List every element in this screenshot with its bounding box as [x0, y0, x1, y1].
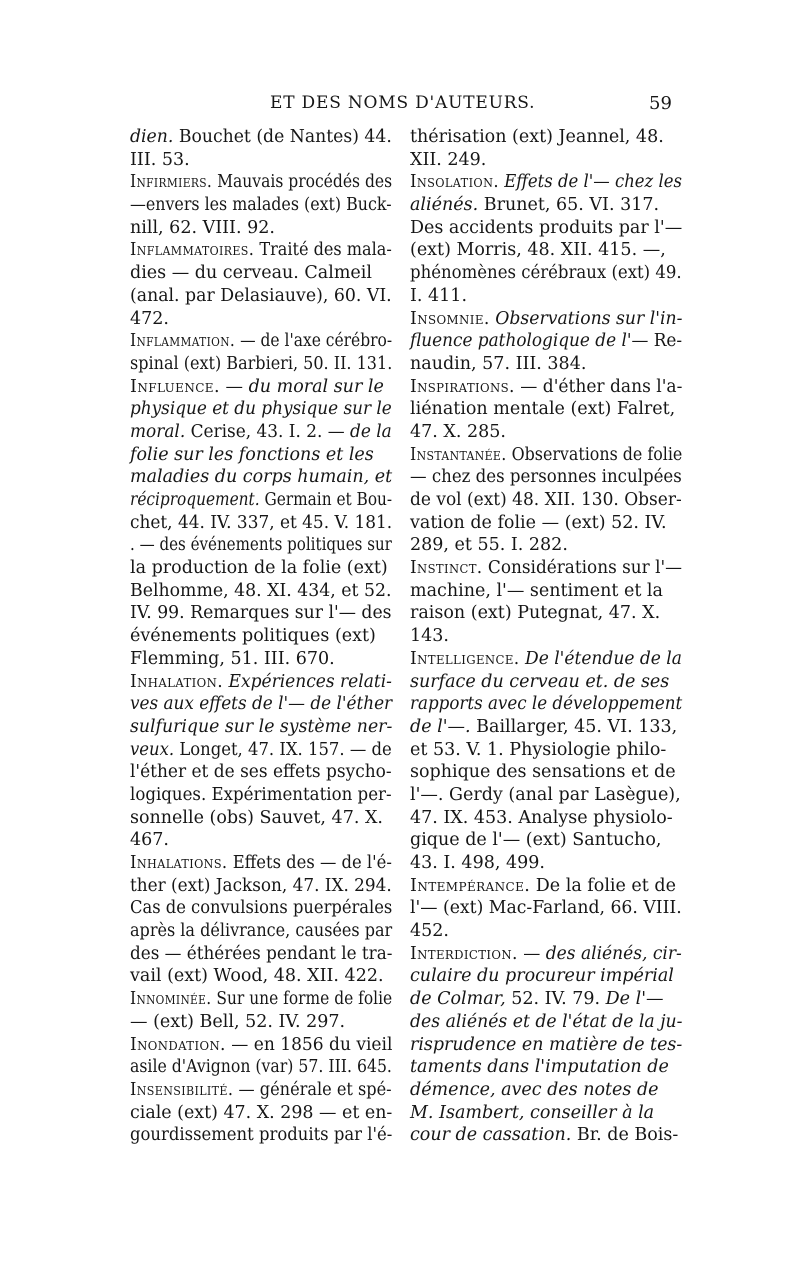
index-title-text: moral.: [130, 421, 186, 442]
index-title-text: des aliénés, cir-: [545, 943, 682, 964]
index-text: 47. IX. 453. Analyse physiolo-: [410, 807, 673, 828]
index-line: [130, 852, 392, 875]
index-text: 289, et 55. I. 282.: [410, 535, 568, 556]
index-text: — générale et spé-: [233, 1079, 392, 1100]
index-line: [410, 1124, 682, 1147]
index-line: [410, 988, 682, 1011]
index-line: [130, 671, 392, 694]
index-text: vation de folie — (ext) 52. IV.: [410, 512, 667, 533]
index-line: [410, 308, 683, 331]
index-text: Cerise, 43. I. 2. —: [185, 421, 351, 442]
index-line: [410, 398, 682, 421]
index-text: Brunet, 65. VI. 317.: [478, 195, 660, 216]
left-column: [130, 126, 392, 1147]
index-text: Belhomme, 48. XI. 434, et 52.: [130, 580, 392, 601]
index-title-text: Expériences relati-: [228, 671, 392, 692]
index-title-text: sulfurique sur le système ner-: [130, 716, 393, 737]
index-title-text: de la: [350, 421, 392, 442]
index-headword: Insomnie.: [410, 308, 490, 329]
index-text: Germain et Bou-: [259, 490, 393, 510]
index-line: [410, 512, 682, 535]
index-line: [130, 1124, 393, 1147]
index-line: [130, 239, 392, 262]
index-line: [410, 648, 682, 671]
index-line: [410, 126, 682, 149]
index-line: [410, 376, 683, 399]
index-text: 452.: [410, 921, 449, 942]
index-line: [410, 716, 682, 739]
index-title-text: rapports avec le développement: [410, 694, 683, 715]
index-line: [130, 807, 392, 830]
index-line: [130, 466, 392, 489]
index-headword: Insolation.: [410, 172, 499, 193]
index-text: (anal. par Delasiauve), 60. VI.: [130, 285, 392, 306]
index-line: [410, 875, 682, 898]
index-line: [410, 1102, 682, 1125]
index-text: gourdissement produits par l'é-: [130, 1125, 393, 1146]
index-title-text: De l'étendue de la: [525, 648, 682, 669]
index-line: [130, 1011, 392, 1034]
index-title-text: folie sur les fonctions et les: [130, 444, 374, 465]
index-headword: Inspirations.: [410, 376, 515, 397]
index-line: [130, 217, 392, 240]
index-text: Observations de folie: [506, 444, 683, 465]
index-title-text: veux.: [130, 739, 175, 760]
index-line: [410, 784, 682, 807]
index-line: [130, 784, 392, 807]
index-text: spinal (ext) Barbieri, 50. II. 131.: [130, 353, 393, 374]
index-title-text: aliénés.: [410, 195, 479, 216]
index-headword: Instinct.: [410, 558, 483, 579]
index-line: [130, 285, 392, 308]
index-text: et 53. V. 1. Physiologie philo-: [410, 739, 667, 760]
index-line: [410, 285, 682, 308]
index-text: —envers les malades (ext) Buck-: [130, 195, 392, 216]
index-text: Traité des mala-: [254, 240, 392, 261]
index-text: asile d'Avignon (var) 57. III. 645.: [130, 1057, 392, 1078]
index-line: [410, 602, 682, 625]
index-line: [130, 943, 393, 966]
index-text: après la délivrance, causées par: [130, 921, 393, 942]
index-line: [130, 693, 393, 716]
index-text: I. 411.: [410, 285, 468, 306]
index-text: l'—. Gerdy (anal par Lasègue),: [410, 784, 681, 805]
index-line: [130, 421, 392, 444]
index-line: [130, 512, 393, 535]
index-line: [410, 421, 682, 444]
index-text: 43. I. 498, 499.: [410, 853, 545, 873]
index-line: [130, 988, 393, 1011]
index-text: l'— (ext) Mac-Farland, 66. VIII.: [410, 898, 682, 919]
page-number: 59: [649, 93, 672, 114]
index-text: machine, l'— sentiment et la: [410, 580, 663, 601]
index-line: [410, 693, 683, 716]
index-text: Br. de Bois-: [571, 1125, 679, 1146]
index-text: ther (ext) Jackson, 47. IX. 294.: [130, 875, 392, 896]
index-line: [410, 171, 682, 194]
index-text: phénomènes cérébraux (ext) 49.: [410, 263, 682, 284]
index-line: [410, 330, 683, 353]
index-text: 143.: [410, 626, 449, 647]
index-line: [130, 829, 392, 852]
index-headword: Interdiction.: [410, 943, 518, 964]
index-text: des — éthérées pendant le tra-: [130, 943, 393, 964]
index-text: Bouchet (de Nantes) 44.: [178, 127, 392, 147]
index-line: [130, 171, 393, 194]
index-text: III. 53.: [130, 149, 190, 170]
index-text: Re-: [648, 331, 683, 352]
index-line: [130, 376, 392, 399]
index-text: Flemming, 51. III. 670.: [130, 648, 335, 669]
right-column: [410, 126, 682, 1147]
index-text: 472.: [130, 308, 169, 329]
index-line: [410, 739, 682, 762]
index-title-text: taments dans l'imputation de: [410, 1057, 669, 1078]
index-text: — de l'axe cérébro-: [235, 331, 393, 352]
index-line: [130, 920, 393, 943]
index-title-text: des aliénés et de l'état de la ju-: [410, 1011, 683, 1032]
index-line: [410, 194, 682, 217]
index-text: dies — du cerveau. Calmeil: [130, 263, 372, 284]
index-line: [410, 353, 682, 376]
index-line: [130, 444, 392, 467]
index-title-text: Effets de l'— chez les: [504, 172, 682, 193]
index-line: [410, 965, 682, 988]
index-headword: Inhalation.: [130, 671, 224, 692]
index-text: Considérations sur l'—: [482, 558, 682, 579]
index-title-text: surface du cerveau et. de ses: [410, 671, 670, 692]
index-text: Des accidents produits par l'—: [410, 217, 683, 238]
index-title-text: M. Isambert, conseiller à la: [410, 1102, 655, 1123]
index-text: chet, 44. IV. 337, et 45. V. 181.: [130, 512, 393, 533]
index-line: [410, 239, 682, 262]
index-line: [410, 1011, 683, 1034]
index-text: sonnelle (obs) Sauvet, 47. X.: [130, 807, 383, 828]
index-text: — en 1856 du vieil: [225, 1034, 393, 1055]
index-line: [410, 897, 682, 920]
index-text: naudin, 57. III. 384.: [410, 353, 587, 374]
index-title-text: fluence pathologique de l'—: [410, 331, 649, 352]
index-text: — (ext) Bell, 52. IV. 297.: [130, 1011, 346, 1032]
index-text: Baillarger, 45. VI. 133,: [470, 716, 678, 737]
index-title-text: réciproquement.: [130, 490, 260, 510]
index-headword: Inondation.: [130, 1034, 226, 1055]
index-line: [410, 1079, 682, 1102]
index-line: [130, 625, 392, 648]
index-line: [410, 943, 682, 966]
index-title-text: démence, avec des notes de: [410, 1079, 659, 1100]
index-text: 47. X. 285.: [410, 421, 506, 442]
index-line: [130, 580, 392, 603]
index-headword: Innominée.: [130, 989, 212, 1010]
index-headword: Intempérance.: [410, 875, 531, 896]
index-line: [410, 671, 682, 694]
index-title-text: ves aux effets de l'— de l'éther: [130, 694, 393, 715]
index-line: [410, 466, 682, 489]
index-line: [410, 489, 682, 512]
index-text: . — des événements politiques sur: [130, 535, 392, 556]
index-headword: Instantanée.: [410, 444, 507, 465]
index-line: [130, 262, 392, 285]
index-title-text: risprudence en matière de tes-: [410, 1034, 683, 1055]
running-title: ET DES NOMS D'AUTEURS.: [270, 93, 536, 113]
index-line: [130, 489, 393, 512]
index-text: raison (ext) Putegnat, 47. X.: [410, 603, 661, 624]
index-headword: Inflammation.: [130, 331, 236, 352]
index-line: [130, 353, 393, 376]
index-line: [410, 761, 682, 784]
index-line: [130, 330, 393, 353]
index-text: thérisation (ext) Jeannel, 48.: [410, 127, 664, 147]
index-headword: Insensibilité.: [130, 1079, 234, 1100]
index-text: De la folie et de: [530, 875, 676, 896]
index-text: —: [219, 376, 249, 397]
index-title-text: de l'—.: [410, 716, 471, 737]
index-headword: Intelligence.: [410, 648, 520, 669]
running-head: [0, 93, 800, 117]
index-line: [130, 761, 392, 784]
index-line: [130, 149, 392, 172]
index-line: [130, 965, 392, 988]
index-line: [130, 1056, 392, 1079]
index-title-text: du moral sur le: [248, 376, 384, 397]
index-text: XII. 249.: [410, 149, 487, 170]
index-text: ciale (ext) 47. X. 298 — et en-: [130, 1102, 393, 1123]
index-line: [410, 262, 682, 285]
index-line: [410, 149, 682, 172]
index-text: vail (ext) Wood, 48. XII. 422.: [130, 966, 384, 987]
index-line: [410, 557, 682, 580]
index-line: [130, 194, 392, 217]
index-title-text: De l'—: [605, 989, 664, 1010]
index-headword: Influence.: [130, 376, 220, 397]
index-text: logiques. Expérimentation per-: [130, 784, 392, 805]
index-line: [130, 897, 393, 920]
index-line: [130, 648, 392, 671]
index-line: [410, 829, 682, 852]
index-title-text: physique et du physique sur le: [130, 399, 392, 420]
index-text: de vol (ext) 48. XII. 130. Obser-: [410, 490, 682, 510]
index-line: [130, 126, 392, 149]
index-line: [410, 625, 682, 648]
index-text: événements politiques (ext): [130, 626, 376, 647]
index-line: [410, 444, 683, 467]
index-title-text: culaire du procureur impérial: [410, 966, 674, 987]
index-text: — chez des personnes inculpées: [410, 467, 682, 488]
index-text: Effets des — de l'é-: [227, 853, 392, 873]
index-text: IV. 99. Remarques sur l'— des: [130, 603, 392, 624]
index-title-text: cour de cassation.: [410, 1125, 572, 1146]
index-title-text: dien.: [130, 127, 179, 147]
index-title-text: Observations sur l'in-: [495, 308, 683, 329]
index-headword: Infirmiers.: [130, 172, 213, 193]
index-line: [410, 217, 682, 240]
index-headword: Inflammatoires.: [130, 240, 255, 261]
index-line: [130, 398, 392, 421]
index-line: [410, 852, 682, 875]
index-line: [130, 739, 392, 762]
index-line: [410, 580, 682, 603]
index-text: Mauvais procédés des: [212, 172, 393, 193]
index-line: [130, 716, 393, 739]
index-text: Cas de convulsions puerpérales: [130, 898, 393, 919]
index-line: [130, 602, 392, 625]
index-line: [130, 875, 392, 898]
index-line: [130, 557, 392, 580]
index-text: 52. IV. 79.: [505, 989, 606, 1010]
index-text: gique de l'— (ext) Santucho,: [410, 830, 662, 851]
index-title-text: maladies du corps humain, et: [130, 467, 393, 488]
index-text: 467.: [130, 830, 169, 851]
index-line: [410, 1056, 682, 1079]
index-text: la production de la folie (ext): [130, 558, 388, 579]
index-line: [130, 1079, 392, 1102]
index-text: liénation mentale (ext) Falret,: [410, 399, 676, 420]
index-line: [410, 1034, 681, 1057]
index-line: [410, 920, 682, 943]
index-line: [130, 534, 392, 557]
index-text: Longet, 47. IX. 157. — de: [174, 739, 392, 760]
index-text: —: [517, 943, 546, 964]
index-headword: Inhalations.: [130, 853, 228, 873]
index-line: [410, 807, 682, 830]
index-text: — d'éther dans l'a-: [514, 376, 683, 397]
index-text: sophique des sensations et de: [410, 762, 676, 783]
index-text: Sur une forme de folie: [211, 989, 393, 1010]
index-text: (ext) Morris, 48. XII. 415. —,: [410, 240, 666, 261]
index-line: [410, 534, 682, 557]
index-line: [130, 308, 392, 331]
index-line: [130, 1034, 393, 1057]
index-text: nill, 62. VIII. 92.: [130, 217, 275, 238]
index-text: l'éther et de ses effets psycho-: [130, 762, 392, 783]
index-title-text: de Colmar,: [410, 989, 506, 1010]
index-line: [130, 1102, 391, 1125]
